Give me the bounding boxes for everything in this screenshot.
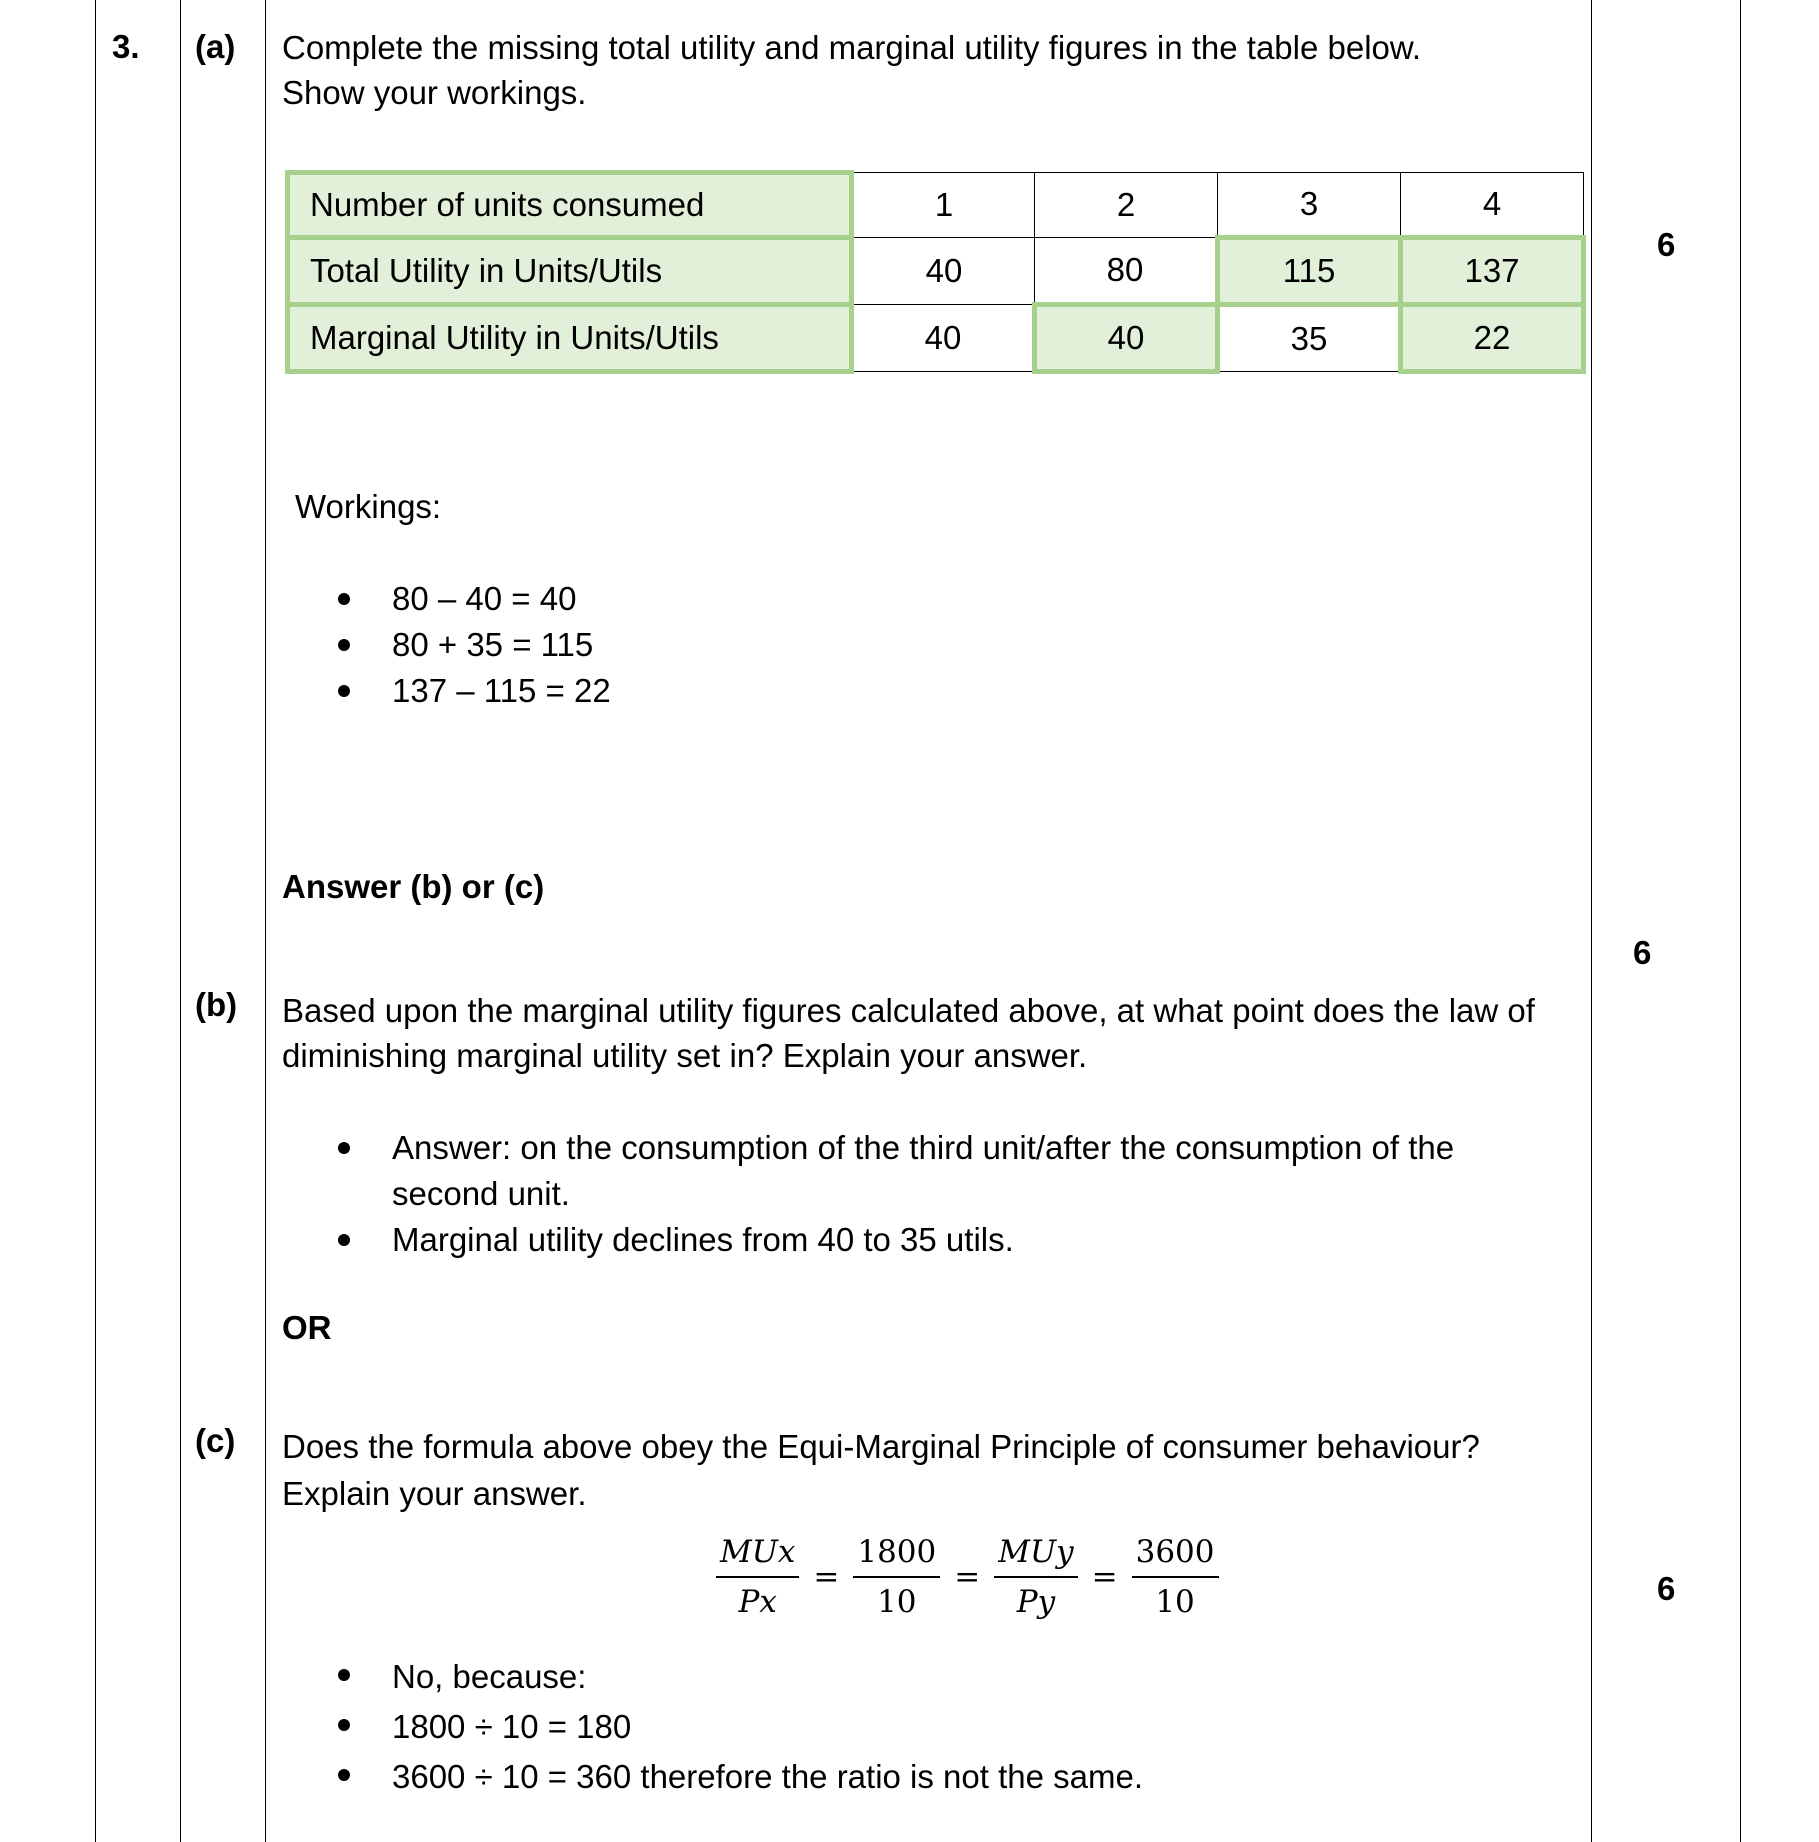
list-item: 80 + 35 = 115 (282, 622, 611, 668)
table-row-marginal-utility (288, 305, 1584, 372)
fraction-muy-py (994, 1534, 1077, 1620)
part-a-label: (a) (195, 28, 236, 65)
marks-part-a: 6 (1657, 226, 1676, 263)
table-row-units (288, 173, 1584, 238)
part-a-text-line1: Complete the missing total utility and marginal utility figures in the table below. (282, 29, 1422, 66)
formula-denominator: Py (1016, 1584, 1056, 1620)
part-b-text-line1: Based upon the marginal utility figures calculated above, at what point does the law of (282, 992, 1535, 1029)
part-c-text-line1: Does the formula above obey the Equi-Marginal Principle of consumer behaviour? (282, 1428, 1480, 1465)
marks-part-b: 6 (1633, 934, 1652, 971)
column-rule-right (1740, 0, 1741, 1842)
equals-sign: = (813, 1559, 840, 1595)
table-header-cell: Number of units consumed (288, 173, 852, 238)
table-cell-answer: 137 (1401, 238, 1584, 305)
workings-list (282, 576, 611, 714)
table-cell: 35 (1218, 305, 1401, 372)
column-rule-content (1591, 0, 1592, 1842)
list-item: 80 – 40 = 40 (282, 576, 611, 622)
table-cell: 3 (1218, 173, 1401, 238)
list-item: 137 – 115 = 22 (282, 668, 611, 714)
formula-denominator: Px (738, 1584, 777, 1620)
list-item: 1800 ÷ 10 = 180 (282, 1702, 1143, 1752)
formula-denominator: 10 (1155, 1584, 1195, 1620)
table-cell-answer: 115 (1218, 238, 1401, 305)
formula-denominator: 10 (877, 1584, 917, 1620)
table-header-cell: Marginal Utility in Units/Utils (288, 305, 852, 372)
fraction-3600-10 (1132, 1534, 1219, 1620)
list-item: No, because: (282, 1652, 1143, 1702)
equals-sign: = (954, 1559, 981, 1595)
workings-label: Workings: (295, 488, 442, 525)
table-header-cell: Total Utility in Units/Utils (288, 238, 852, 305)
list-item: 3600 ÷ 10 = 360 therefore the ratio is not the same. (282, 1752, 1143, 1802)
utility-table (285, 170, 1586, 374)
table-cell-answer: 22 (1401, 305, 1584, 372)
equi-marginal-formula (710, 1534, 1225, 1620)
fraction-1800-10 (853, 1534, 940, 1620)
answer-instruction: Answer (b) or (c) (282, 868, 545, 905)
table-cell: 40 (852, 305, 1035, 372)
part-c-text-line2: Explain your answer. (282, 1475, 587, 1512)
part-b-answers (282, 1125, 1454, 1263)
table-cell: 2 (1035, 173, 1218, 238)
formula-numerator: MUy (998, 1534, 1074, 1570)
table-cell-answer: 40 (1035, 305, 1218, 372)
table-cell: 4 (1401, 173, 1584, 238)
answer-line: Answer: on the consumption of the third unit/after the consumption of the (392, 1129, 1455, 1166)
formula-numerator: 3600 (1132, 1534, 1219, 1578)
part-b-text-line2: diminishing marginal utility set in? Explain your answer. (282, 1037, 1088, 1074)
column-rule-number (180, 0, 181, 1842)
table-cell: 40 (852, 238, 1035, 305)
list-item (282, 1125, 1454, 1217)
table-cell: 1 (852, 173, 1035, 238)
formula-numerator: 1800 (853, 1534, 940, 1578)
part-c-label: (c) (195, 1422, 236, 1459)
fraction-mux-px (716, 1534, 799, 1620)
part-a-text-line2: Show your workings. (282, 74, 587, 111)
answer-line: second unit. (392, 1175, 570, 1212)
table-row-total-utility (288, 238, 1584, 305)
table-cell: 80 (1035, 238, 1218, 305)
marks-part-c: 6 (1657, 1570, 1676, 1607)
part-b-label: (b) (195, 986, 238, 1023)
equals-sign: = (1091, 1559, 1118, 1595)
question-number: 3. (112, 28, 140, 65)
list-item: Marginal utility declines from 40 to 35 utils. (282, 1217, 1454, 1263)
part-c-answers (282, 1652, 1143, 1802)
or-label: OR (282, 1309, 332, 1346)
column-rule-part (265, 0, 266, 1842)
formula-numerator: MUx (720, 1534, 796, 1570)
column-rule-left (95, 0, 96, 1842)
